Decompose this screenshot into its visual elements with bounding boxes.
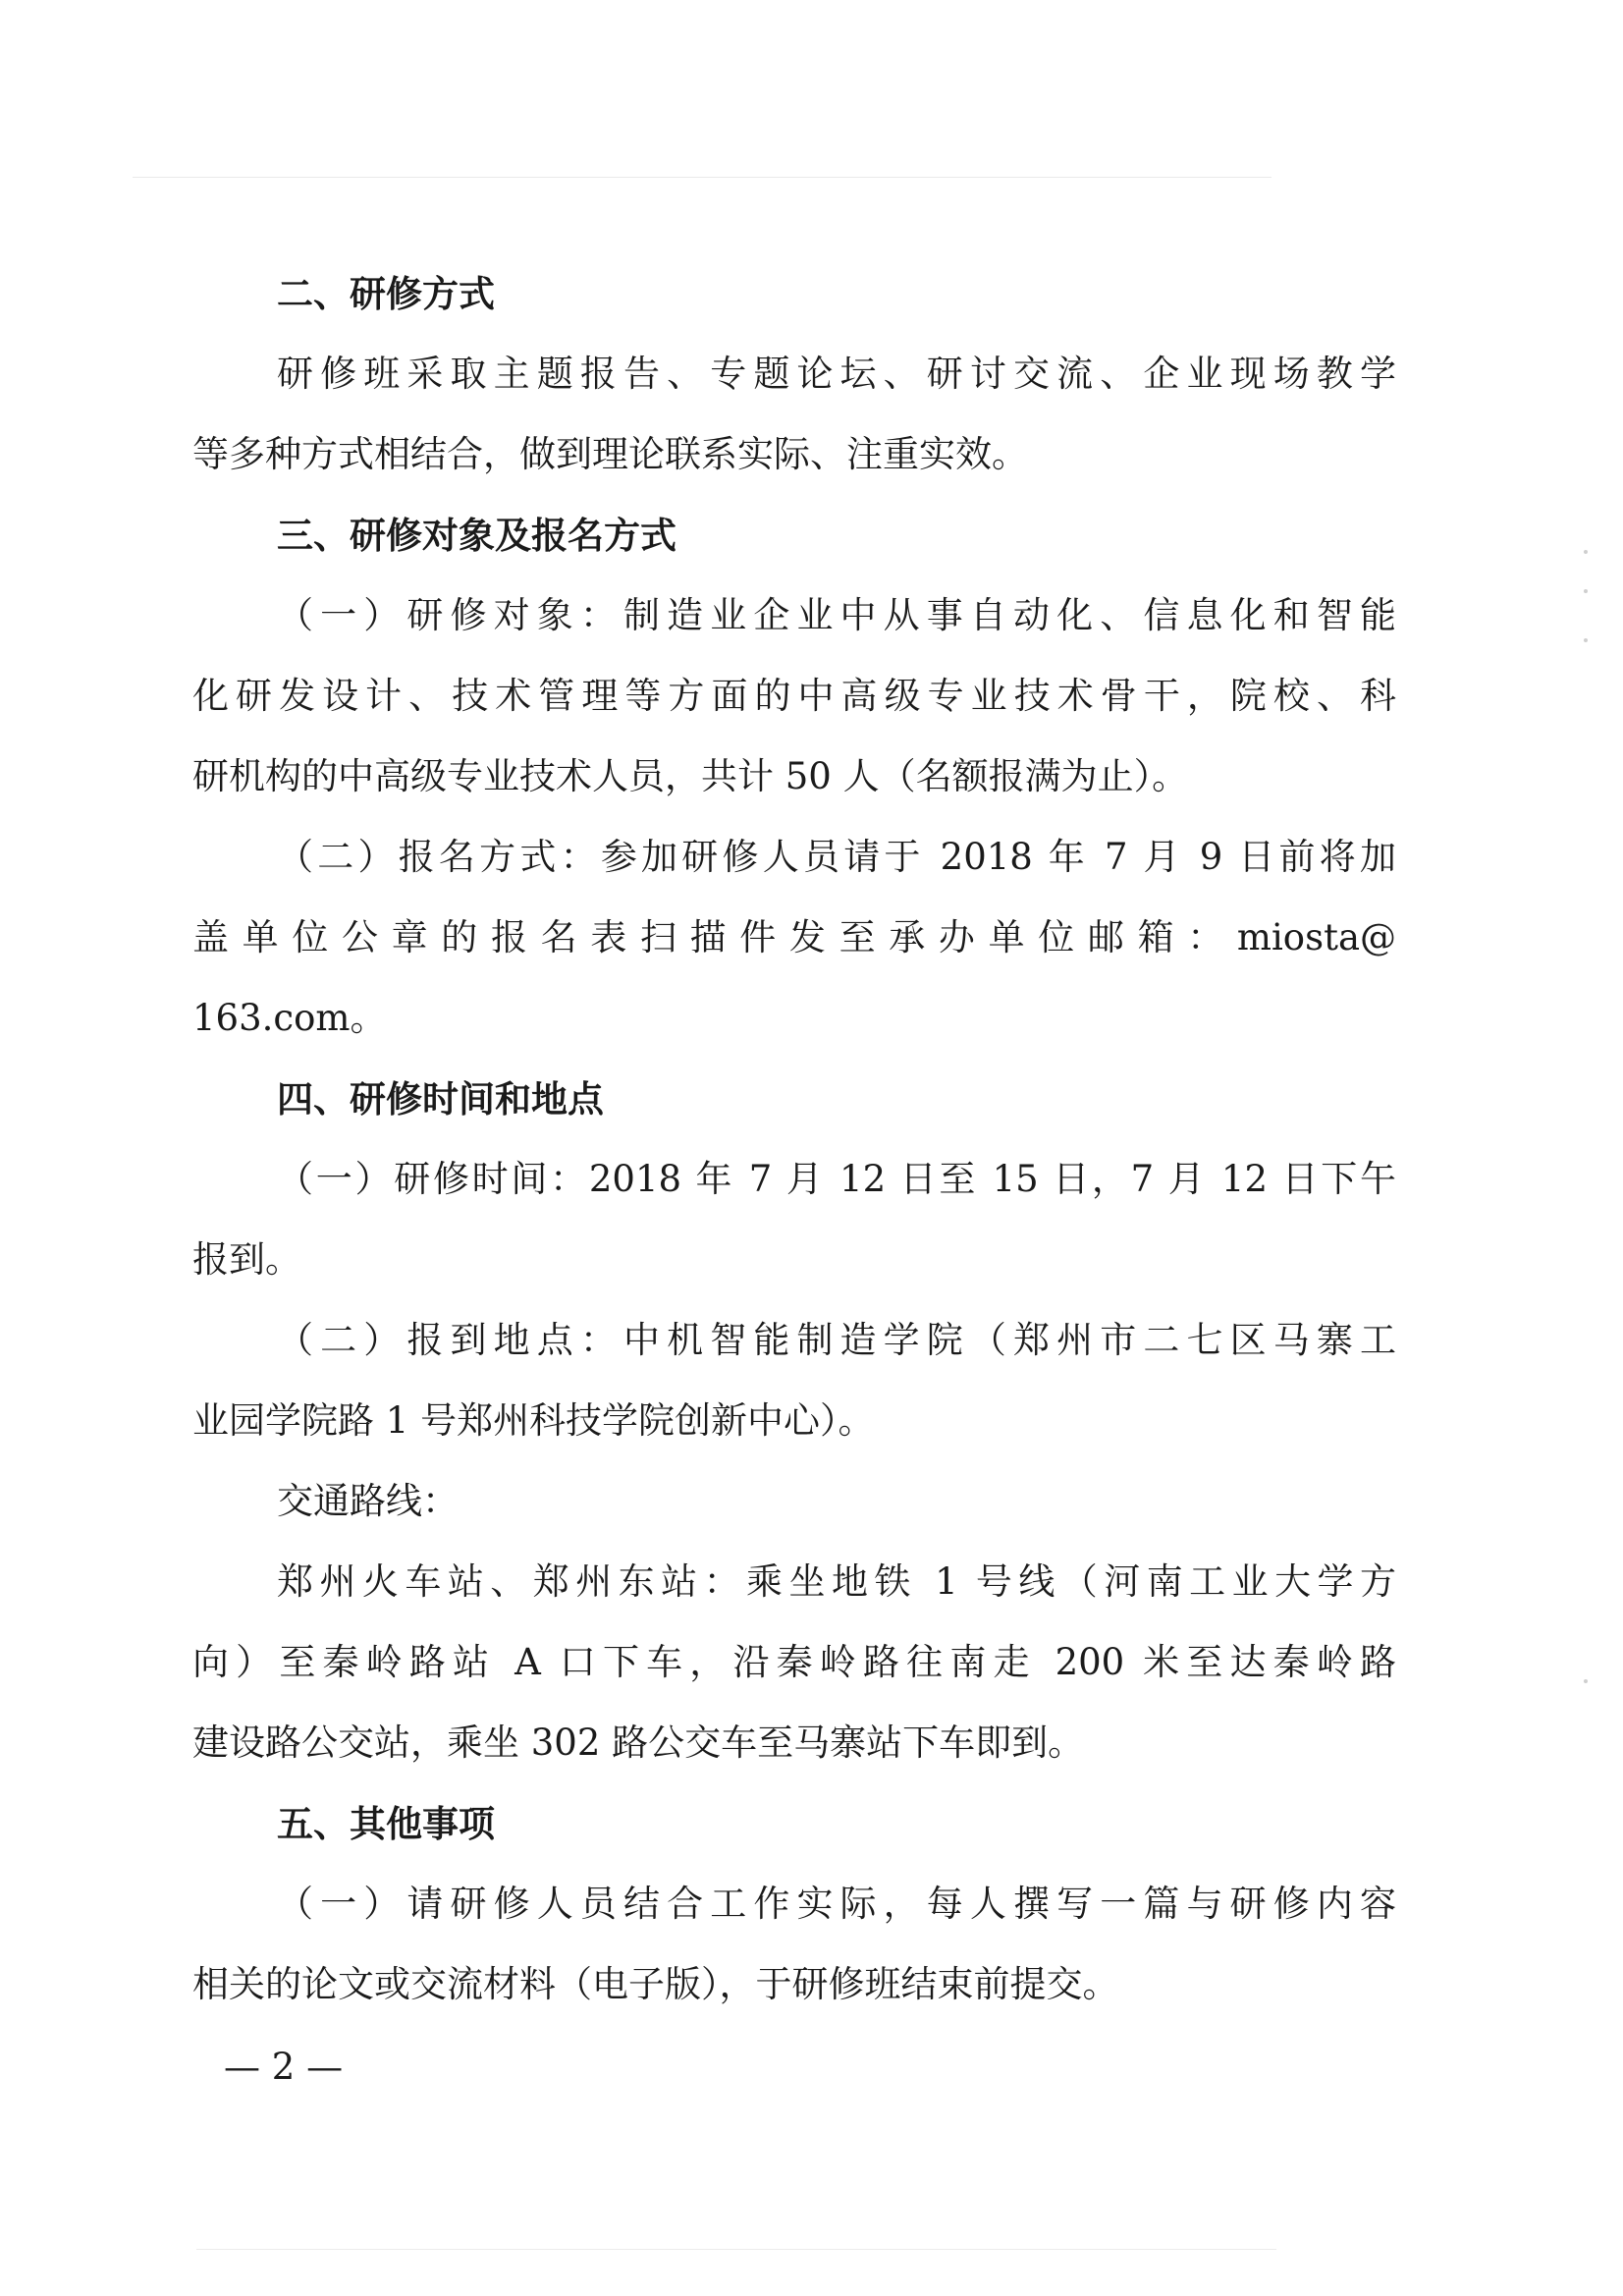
paragraph-line: 向）至秦岭路站 A 口下车，沿秦岭路往南走 200 米至达秦岭路	[192, 1641, 1396, 1683]
scan-edge-line	[196, 2249, 1276, 2250]
paragraph-line: 化研发设计、技术管理等方面的中高级专业技术骨干，院校、科	[192, 675, 1396, 717]
paragraph-line: 郑州火车站、郑州东站：乘坐地铁 1 号线（河南工业大学方	[277, 1560, 1396, 1603]
section-heading: 三、研修对象及报名方式	[277, 514, 676, 557]
paragraph-line: （一）研修时间：2018 年 7 月 12 日至 15 日，7 月 12 日下午	[277, 1158, 1396, 1200]
paragraph-line: 交通路线：	[277, 1480, 459, 1522]
paragraph-line: （二）报到地点：中机智能制造学院（郑州市二七区马寨工	[277, 1319, 1396, 1361]
paragraph-line: （二）报名方式：参加研修人员请于 2018 年 7 月 9 日前将加	[277, 836, 1396, 878]
speck	[1584, 638, 1588, 642]
paragraph-line: （一）请研修人员结合工作实际，每人撰写一篇与研修内容	[277, 1883, 1396, 1925]
paragraph-line: 163.com。	[192, 997, 387, 1039]
scan-specks	[1584, 550, 1594, 1728]
page-number: — 2 —	[224, 2046, 344, 2088]
paragraph-line: 相关的论文或交流材料（电子版），于研修班结束前提交。	[192, 1963, 1119, 2005]
scan-edge-line	[133, 177, 1271, 178]
paragraph-line: 业园学院路 1 号郑州科技学院创新中心）。	[192, 1399, 875, 1442]
section-heading: 四、研修时间和地点	[277, 1077, 604, 1121]
paragraph-line: （一）研修对象：制造业企业中从事自动化、信息化和智能	[277, 594, 1396, 636]
paragraph-line: 报到。	[192, 1238, 301, 1281]
document-body	[192, 253, 1396, 2025]
section-heading: 五、其他事项	[277, 1802, 495, 1845]
paragraph-line: 等多种方式相结合，做到理论联系实际、注重实效。	[192, 433, 1028, 475]
section-heading: 二、研修方式	[277, 272, 495, 315]
paragraph-line: 研修班采取主题报告、专题论坛、研讨交流、企业现场教学	[277, 353, 1396, 395]
speck	[1584, 589, 1588, 593]
speck	[1584, 550, 1588, 554]
paragraph-line: 研机构的中高级专业技术人员，共计 50 人（名额报满为止）。	[192, 755, 1189, 797]
paragraph-line: 盖单位公章的报名表扫描件发至承办单位邮箱：miosta@	[192, 916, 1396, 958]
paragraph-line: 建设路公交站，乘坐 302 路公交车至马寨站下车即到。	[192, 1722, 1085, 1764]
speck	[1584, 1679, 1588, 1683]
